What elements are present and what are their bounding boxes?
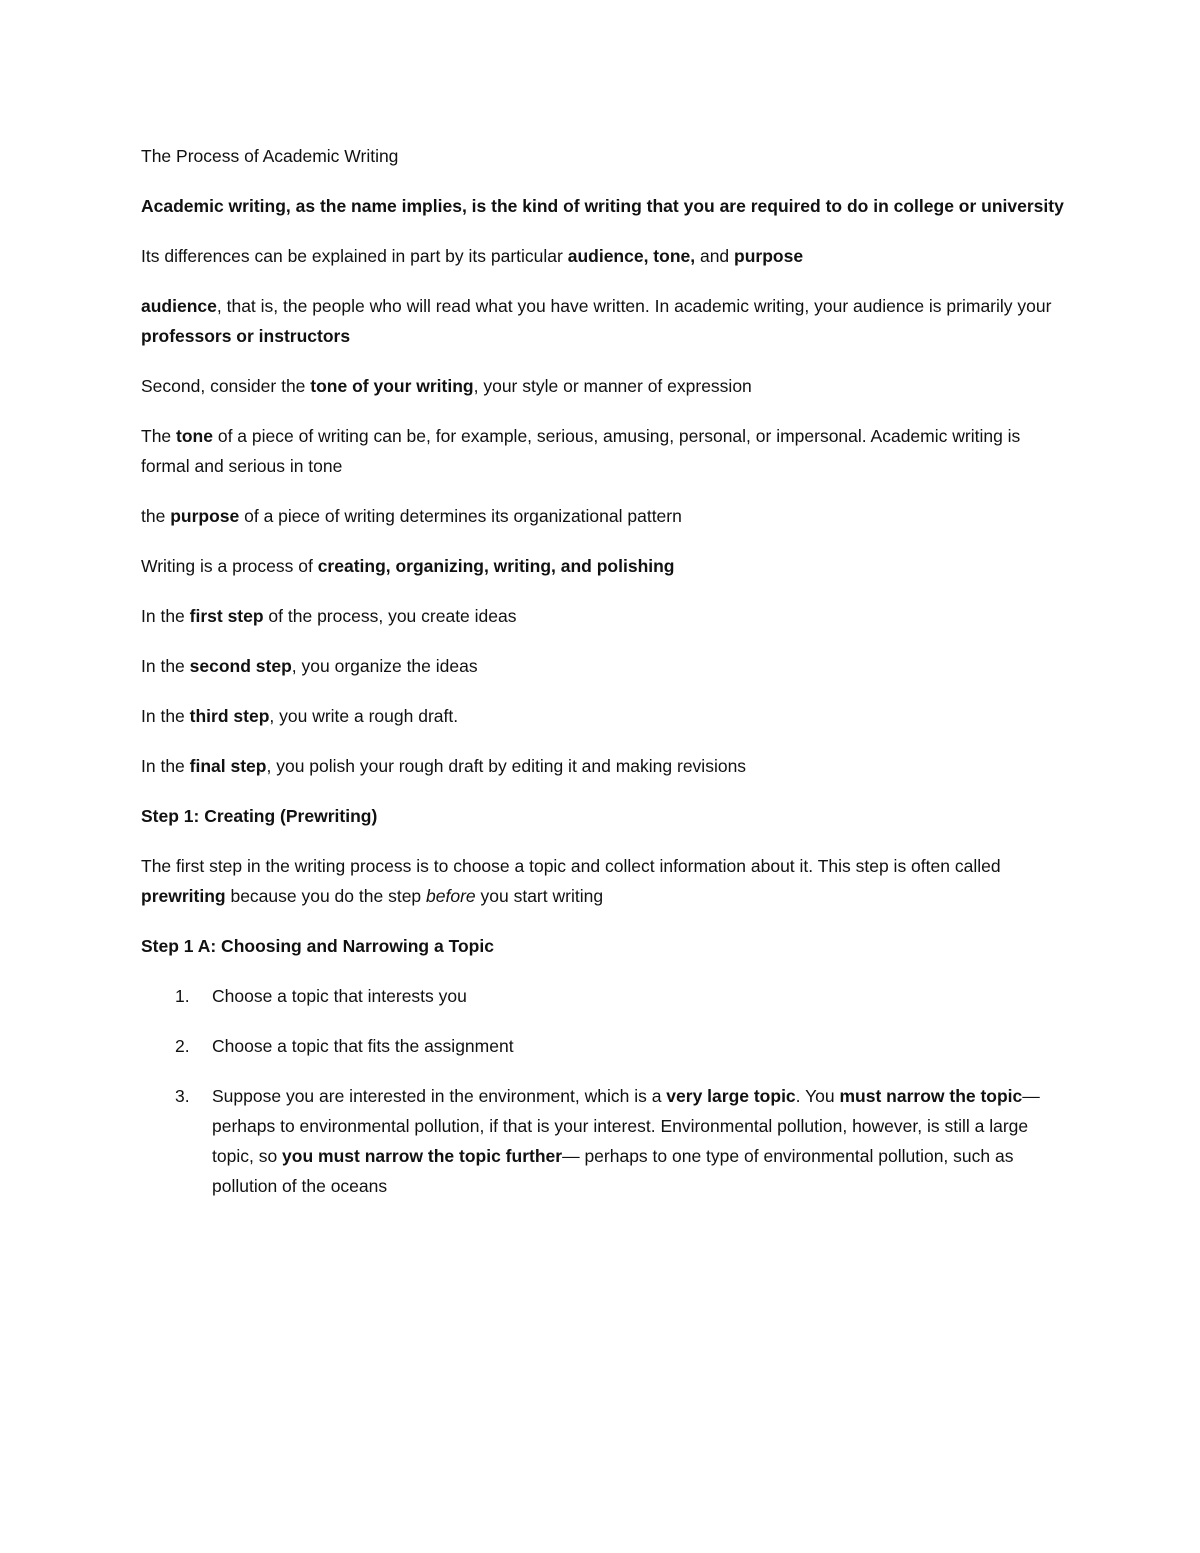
paragraph-third-step: In the third step, you write a rough draft. [141, 706, 459, 726]
document-body [141, 141, 1066, 1221]
paragraph-differences: Its differences can be explained in part by its particular audience, tone, and purpose [141, 246, 804, 266]
paragraph-second-step: In the second step, you organize the ideas [141, 656, 478, 676]
paragraph-purpose: the purpose of a piece of writing determines its organizational pattern [141, 506, 682, 526]
paragraph-tone-intro: Second, consider the tone of your writing, your style or manner of expression [141, 376, 752, 396]
paragraph-final-step: In the final step, you polish your rough draft by editing it and making revisions [141, 756, 747, 776]
list-number: 3. [175, 1086, 190, 1106]
paragraph-audience: audience, that is, the people who will read what you have written. In academic writing, your audience is primarily your professors or instructors [141, 296, 1052, 346]
list-number: 2. [175, 1036, 190, 1056]
list-number: 1. [175, 986, 190, 1006]
paragraph-process: Writing is a process of creating, organizing, writing, and polishing [141, 556, 675, 576]
topic-steps-list [141, 981, 1066, 1201]
paragraph-prewriting: The first step in the writing process is to choose a topic and collect information about it. This step is often called prewriting because you do the step before you start writing [141, 856, 1001, 906]
paragraph-tone-detail: The tone of a piece of writing can be, for example, serious, amusing, personal, or impersonal. Academic writing is formal and serious in tone [141, 426, 1021, 476]
list-item: 2. Choose a topic that fits the assignment [141, 1031, 1066, 1061]
list-item: 1. Choose a topic that interests you [141, 981, 1066, 1011]
paragraph-first-step: In the first step of the process, you create ideas [141, 606, 517, 626]
list-item: 3. Suppose you are interested in the environment, which is a very large topic. You must narrow the topic—perhaps to environmental pollution, if that is your interest. Environmental pollution, however, is still a large topic, so you must narrow the topic further— perhaps to one type of environmental pollution, such as pollution of the oceans [141, 1081, 1066, 1201]
paragraph-definition: Academic writing, as the name implies, is the kind of writing that you are required to do in college or university [141, 196, 1064, 216]
document-title: The Process of Academic Writing [141, 146, 399, 166]
heading-step-1a: Step 1 A: Choosing and Narrowing a Topic [141, 936, 494, 956]
heading-step-1: Step 1: Creating (Prewriting) [141, 806, 378, 826]
